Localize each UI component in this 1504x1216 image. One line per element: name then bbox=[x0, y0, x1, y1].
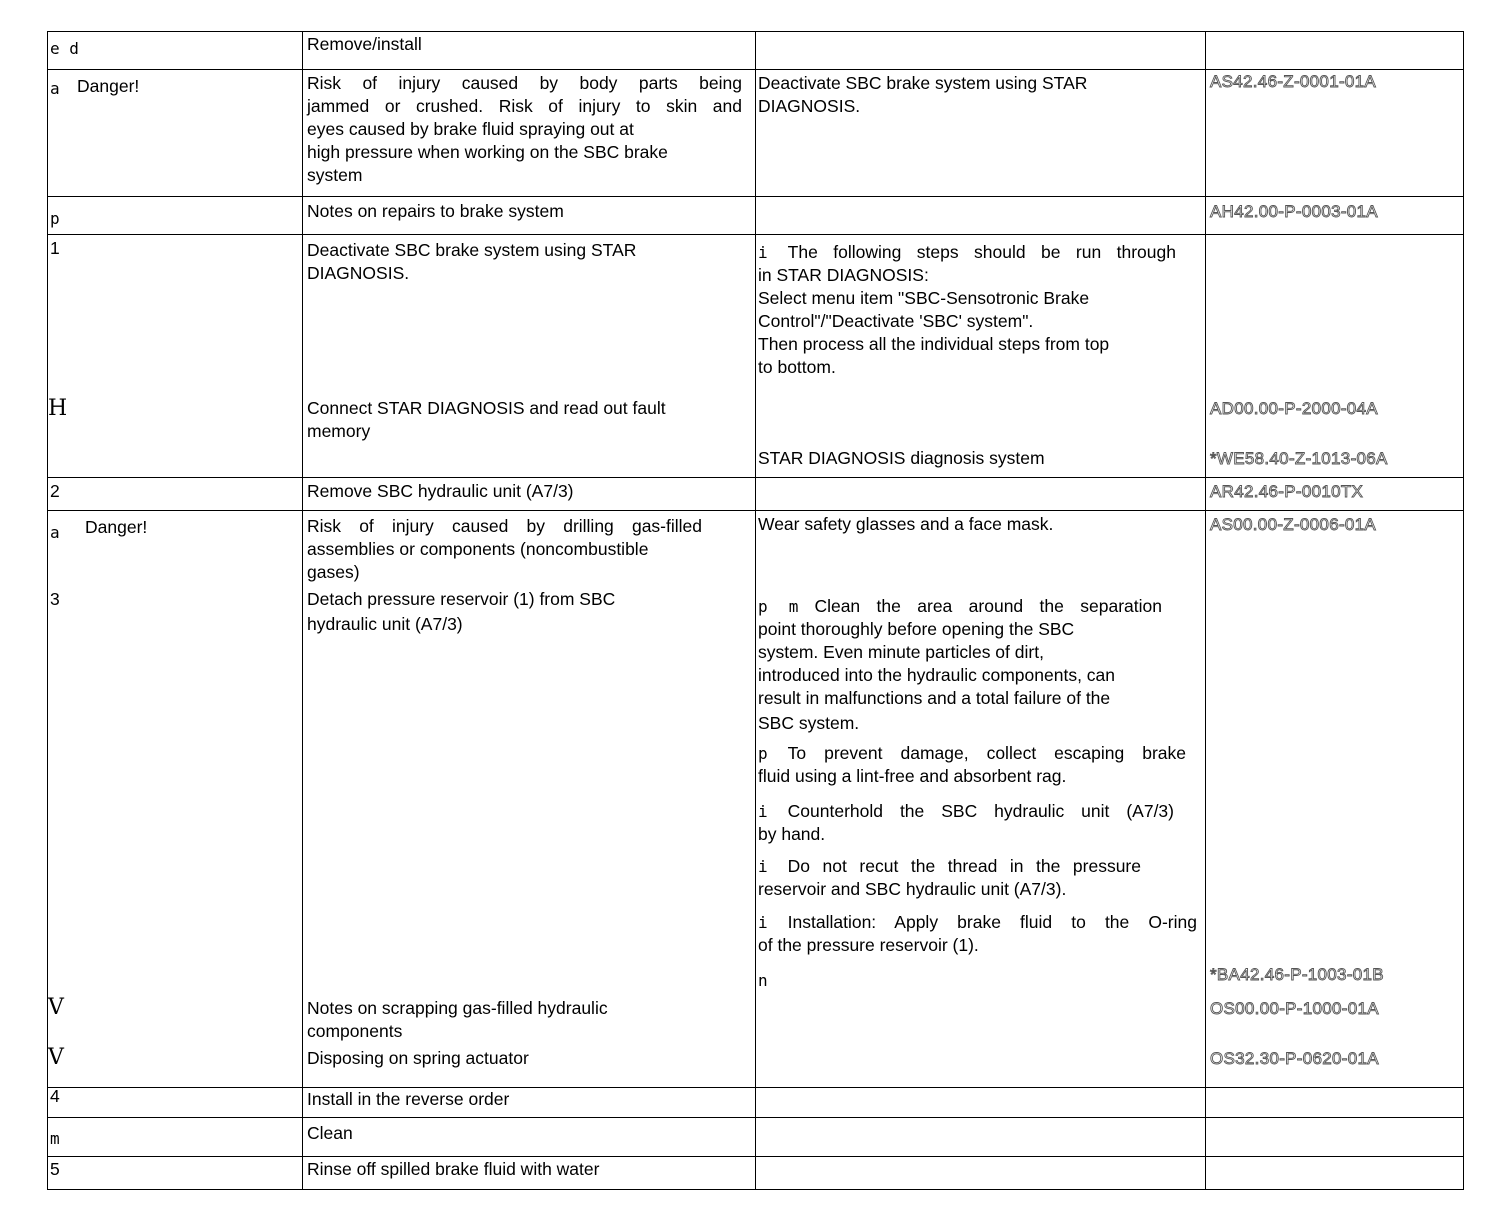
info-note: i Installation: Apply brake fluid to the O-ring of the pressure reservoir (1). bbox=[758, 912, 1197, 955]
document-reference[interactable]: AH42.00-P-0003-01A bbox=[1210, 202, 1378, 221]
action-text: Rinse off spilled brake fluid with water bbox=[307, 1159, 600, 1179]
document-reference[interactable]: AS42.46-Z-0001-01A bbox=[1210, 72, 1377, 91]
column-divider bbox=[1205, 31, 1206, 1190]
step-number: 5 bbox=[50, 1159, 60, 1179]
action-text: Detach pressure reservoir (1) from SBC hydraulic unit (A7/3) bbox=[307, 589, 616, 634]
tightening-torque-icon: n bbox=[758, 971, 768, 990]
document-reference[interactable]: AR42.46-P-0010TX bbox=[1210, 482, 1364, 501]
action-text: Connect STAR DIAGNOSIS and read out fault memory bbox=[307, 398, 666, 441]
cleaning-icon: p m bbox=[758, 597, 799, 616]
step-number: 2 bbox=[50, 481, 60, 501]
danger-symbol: a bbox=[50, 79, 60, 98]
document-reference[interactable]: OS00.00-P-1000-01A bbox=[1210, 999, 1379, 1018]
cleaning-note: p m Clean the area around the separation point thoroughly before opening the SBC system. Even minute particles of dirt, introduced into the hydraulic components, can result in malfunctions and a total failure of the SBC system. bbox=[758, 596, 1162, 733]
disposal-symbol: V bbox=[48, 995, 64, 1020]
action-text: Notes on scrapping gas-filled hydraulic components bbox=[307, 998, 608, 1041]
action-text: Install in the reverse order bbox=[307, 1089, 510, 1109]
warning-text: Risk of injury caused by drilling gas-filled assemblies or components (noncombustible gases) bbox=[307, 516, 702, 582]
danger-symbol: a bbox=[50, 523, 60, 542]
document-reference[interactable]: OS32.30-P-0620-01A bbox=[1210, 1049, 1379, 1068]
clean-symbol: m bbox=[50, 1129, 60, 1148]
remove-install-symbol: e d bbox=[50, 39, 79, 58]
notes-symbol: p bbox=[50, 209, 60, 228]
diagnosis-symbol: H bbox=[48, 396, 68, 421]
tool-reference[interactable]: *WE58.40-Z-1013-06A bbox=[1210, 449, 1388, 468]
info-note: i Do not recut the thread in the pressure reservoir and SBC hydraulic unit (A7/3). bbox=[758, 856, 1141, 899]
action-text: Remove SBC hydraulic unit (A7/3) bbox=[307, 481, 574, 501]
info-note: i Counterhold the SBC hydraulic unit (A7/3) by hand. bbox=[758, 801, 1174, 844]
disposal-symbol: V bbox=[48, 1045, 64, 1070]
step-number: 4 bbox=[50, 1086, 60, 1106]
column-divider bbox=[755, 31, 756, 1190]
column-divider bbox=[302, 31, 303, 1190]
info-icon: i bbox=[758, 802, 768, 821]
warning-note: Wear safety glasses and a face mask. bbox=[758, 514, 1054, 534]
document-reference[interactable]: AD00.00-P-2000-04A bbox=[1210, 399, 1378, 418]
danger-label: Danger! bbox=[85, 517, 148, 537]
info-note: i The following steps should be run through in STAR DIAGNOSIS: Select menu item "SBC-Sensotronic Brake Control"/"Deactivate 'SBC' system". Then process all the individual steps from top to bottom. bbox=[758, 242, 1176, 377]
step-number: 3 bbox=[50, 589, 60, 609]
warning-note: Deactivate SBC brake system using STAR DIAGNOSIS. bbox=[758, 73, 1088, 116]
document-reference[interactable]: AS00.00-Z-0006-01A bbox=[1210, 515, 1377, 534]
info-icon: i bbox=[758, 243, 768, 262]
caution-icon: p bbox=[758, 744, 768, 763]
tool-name: STAR DIAGNOSIS diagnosis system bbox=[758, 448, 1045, 468]
step-number: 1 bbox=[50, 238, 60, 258]
info-icon: i bbox=[758, 913, 768, 932]
action-text: Disposing on spring actuator bbox=[307, 1048, 529, 1068]
danger-label: Danger! bbox=[77, 76, 140, 96]
action-text: Notes on repairs to brake system bbox=[307, 201, 564, 221]
section-title: Remove/install bbox=[307, 34, 422, 54]
caution-note: p To prevent damage, collect escaping brake fluid using a lint-free and absorbent rag. bbox=[758, 743, 1186, 786]
warning-text: Risk of injury caused by body parts being jammed or crushed. Risk of injury to skin and eyes caused by brake fluid spraying out at high pressure when working on the SBC brake system bbox=[307, 73, 742, 185]
torque-reference[interactable]: *BA42.46-P-1003-01B bbox=[1210, 965, 1384, 984]
info-icon: i bbox=[758, 857, 768, 876]
action-text: Clean bbox=[307, 1123, 353, 1143]
column-divider bbox=[1463, 31, 1464, 1190]
action-text: Deactivate SBC brake system using STAR DIAGNOSIS. bbox=[307, 240, 637, 283]
